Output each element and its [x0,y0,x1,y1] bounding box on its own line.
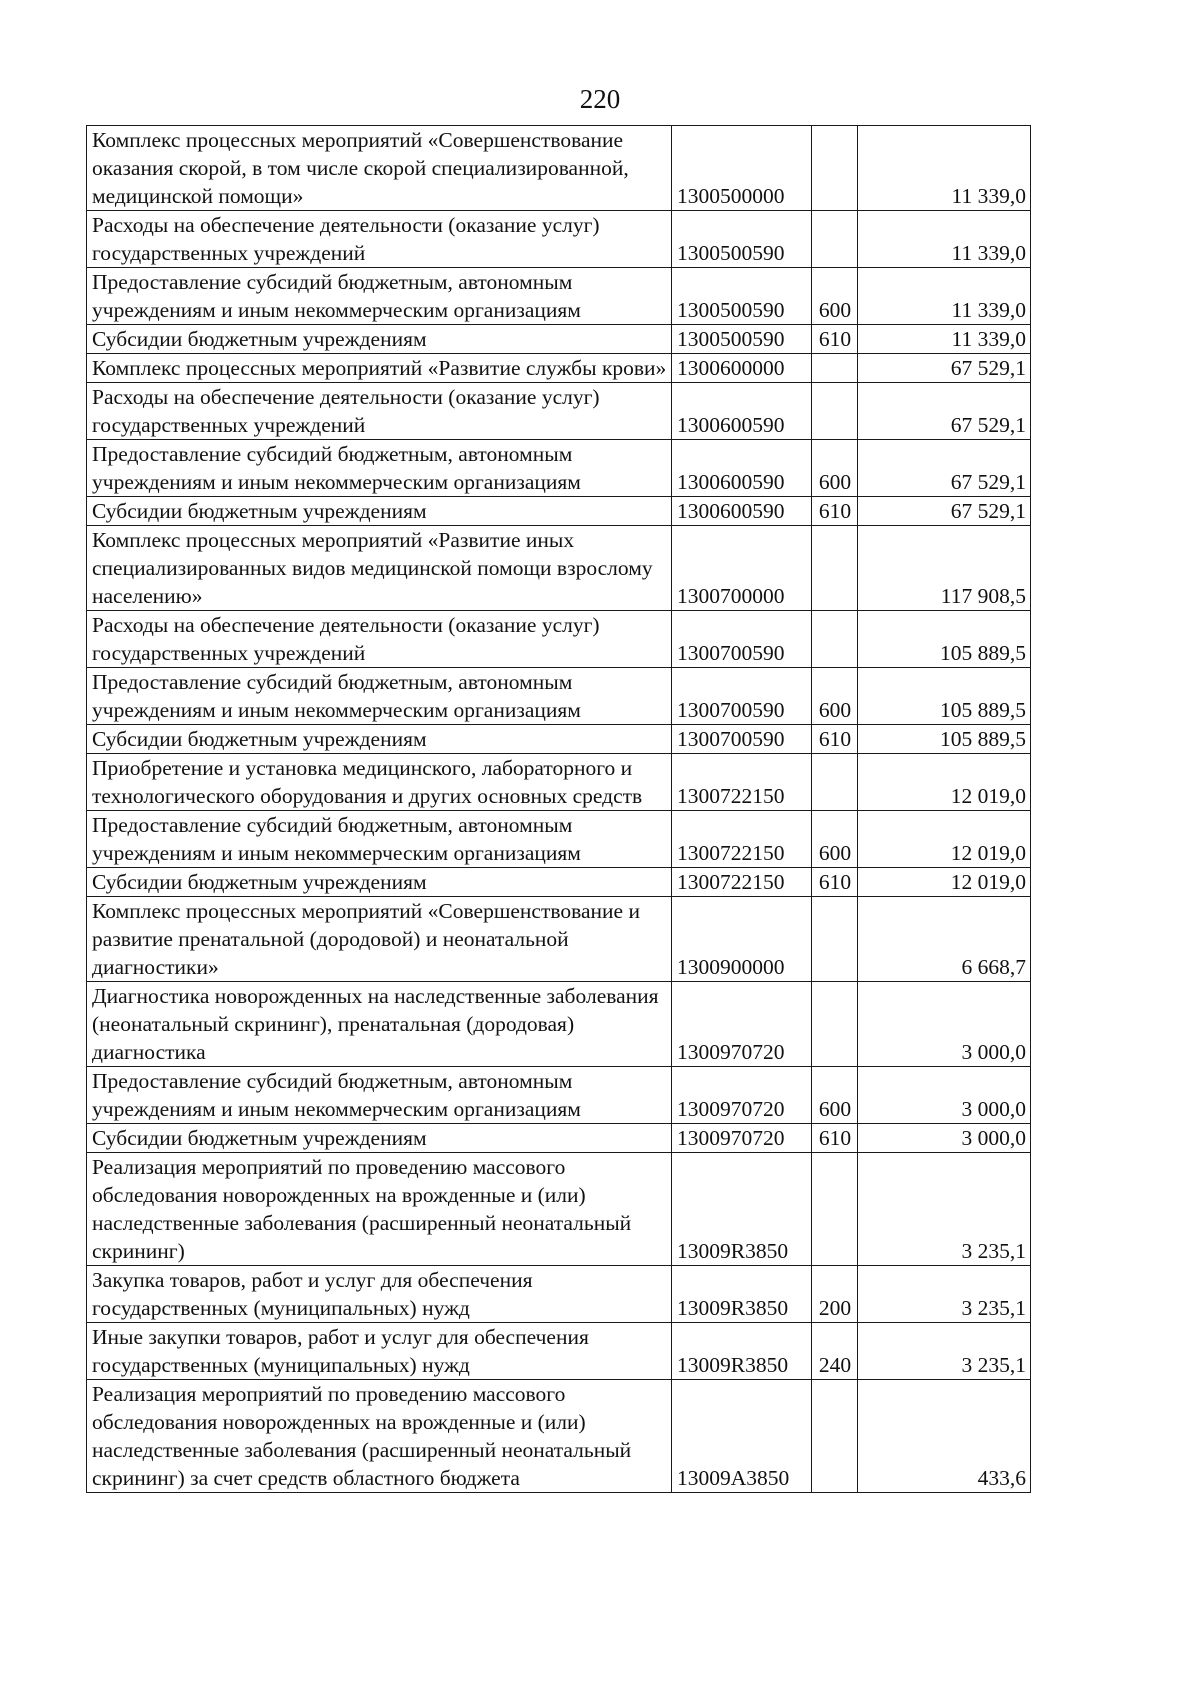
table-row [87,383,1031,440]
row-expense-type: 610 [812,868,858,897]
row-amount: 3 235,1 [858,1323,1031,1380]
row-amount: 3 000,0 [858,1067,1031,1124]
table-row [87,982,1031,1067]
row-name: Комплекс процессных мероприятий «Совершенствование оказания скорой, в том числе скорой специализированной, медицинской помощи» [87,126,672,211]
row-expense-type: 600 [812,811,858,868]
row-expense-type [812,611,858,668]
row-target-code: 1300500590 [672,325,812,354]
table-row [87,725,1031,754]
row-target-code: 1300970720 [672,1067,812,1124]
row-expense-type: 610 [812,725,858,754]
row-expense-type [812,126,858,211]
row-amount: 12 019,0 [858,868,1031,897]
row-name: Субсидии бюджетным учреждениям [87,1124,672,1153]
row-expense-type [812,354,858,383]
row-name: Расходы на обеспечение деятельности (оказание услуг) государственных учреждений [87,383,672,440]
row-name: Реализация мероприятий по проведению массового обследования новорожденных на врожденные и (или) наследственные заболевания (расширенный неонатальный скрининг) [87,1153,672,1266]
row-amount: 11 339,0 [858,325,1031,354]
row-target-code: 1300600590 [672,497,812,526]
table-row [87,526,1031,611]
table-row [87,1380,1031,1493]
row-target-code: 1300500590 [672,268,812,325]
row-target-code: 1300700590 [672,611,812,668]
row-name: Субсидии бюджетным учреждениям [87,325,672,354]
row-expense-type: 600 [812,268,858,325]
row-expense-type: 610 [812,325,858,354]
table-row [87,268,1031,325]
row-amount: 67 529,1 [858,354,1031,383]
row-target-code: 1300970720 [672,982,812,1067]
table-row [87,211,1031,268]
row-amount: 6 668,7 [858,897,1031,982]
row-target-code: 1300722150 [672,811,812,868]
table-row [87,1266,1031,1323]
row-name: Предоставление субсидий бюджетным, автономным учреждениям и иным некоммерческим организациям [87,440,672,497]
row-expense-type: 600 [812,1067,858,1124]
row-target-code: 1300600590 [672,383,812,440]
row-expense-type [812,982,858,1067]
row-name: Предоставление субсидий бюджетным, автономным учреждениям и иным некоммерческим организациям [87,1067,672,1124]
row-name: Предоставление субсидий бюджетным, автономным учреждениям и иным некоммерческим организациям [87,268,672,325]
table-row [87,126,1031,211]
table-row [87,354,1031,383]
row-target-code: 1300500000 [672,126,812,211]
table-row [87,1067,1031,1124]
row-name: Комплекс процессных мероприятий «Совершенствование и развитие пренатальной (дородовой) и неонатальной диагностики» [87,897,672,982]
row-target-code: 1300600590 [672,440,812,497]
row-amount: 433,6 [858,1380,1031,1493]
row-amount: 67 529,1 [858,440,1031,497]
row-amount: 3 000,0 [858,982,1031,1067]
table-row [87,868,1031,897]
row-name: Реализация мероприятий по проведению массового обследования новорожденных на врожденные и (или) наследственные заболевания (расширенный неонатальный скрининг) за счет средств областного бюджета [87,1380,672,1493]
budget-table-body [87,126,1031,1493]
page-number: 220 [579,84,621,114]
row-amount: 12 019,0 [858,811,1031,868]
row-name: Субсидии бюджетным учреждениям [87,497,672,526]
row-name: Субсидии бюджетным учреждениям [87,725,672,754]
row-amount: 12 019,0 [858,754,1031,811]
row-expense-type [812,526,858,611]
row-amount: 3 235,1 [858,1266,1031,1323]
row-name: Комплекс процессных мероприятий «Развитие службы крови» [87,354,672,383]
row-target-code: 1300722150 [672,868,812,897]
row-amount: 3 235,1 [858,1153,1031,1266]
row-target-code: 1300900000 [672,897,812,982]
row-expense-type: 600 [812,440,858,497]
table-row [87,897,1031,982]
table-row [87,1124,1031,1153]
row-amount: 11 339,0 [858,268,1031,325]
table-row [87,497,1031,526]
row-name: Субсидии бюджетным учреждениям [87,868,672,897]
row-amount: 67 529,1 [858,497,1031,526]
row-target-code: 1300722150 [672,754,812,811]
row-amount: 105 889,5 [858,725,1031,754]
row-target-code: 1300700000 [672,526,812,611]
row-target-code: 1300700590 [672,725,812,754]
table-row [87,1323,1031,1380]
row-amount: 3 000,0 [858,1124,1031,1153]
table-row [87,668,1031,725]
row-amount: 105 889,5 [858,668,1031,725]
row-amount: 11 339,0 [858,126,1031,211]
row-expense-type [812,211,858,268]
row-expense-type: 610 [812,497,858,526]
row-name: Расходы на обеспечение деятельности (оказание услуг) государственных учреждений [87,611,672,668]
row-expense-type [812,1380,858,1493]
row-expense-type [812,897,858,982]
row-target-code: 1300500590 [672,211,812,268]
row-target-code: 1300700590 [672,668,812,725]
table-row [87,754,1031,811]
row-expense-type [812,1153,858,1266]
row-expense-type [812,754,858,811]
row-expense-type: 610 [812,1124,858,1153]
row-expense-type [812,383,858,440]
row-name: Расходы на обеспечение деятельности (оказание услуг) государственных учреждений [87,211,672,268]
row-amount: 11 339,0 [858,211,1031,268]
table-row [87,1153,1031,1266]
table-row [87,325,1031,354]
table-row [87,440,1031,497]
row-target-code: 13009R3850 [672,1153,812,1266]
row-amount: 117 908,5 [858,526,1031,611]
row-target-code: 13009R3850 [672,1323,812,1380]
row-name: Комплекс процессных мероприятий «Развитие иных специализированных видов медицинской помощи взрослому населению» [87,526,672,611]
row-target-code: 1300600000 [672,354,812,383]
row-name: Приобретение и установка медицинского, лабораторного и технологического оборудования и других основных средств [87,754,672,811]
row-target-code: 1300970720 [672,1124,812,1153]
table-row [87,611,1031,668]
row-expense-type: 240 [812,1323,858,1380]
row-name: Закупка товаров, работ и услуг для обеспечения государственных (муниципальных) нужд [87,1266,672,1323]
row-expense-type: 600 [812,668,858,725]
row-target-code: 13009А3850 [672,1380,812,1493]
row-name: Диагностика новорожденных на наследственные заболевания (неонатальный скрининг), пренатальная (дородовая) диагностика [87,982,672,1067]
row-name: Предоставление субсидий бюджетным, автономным учреждениям и иным некоммерческим организациям [87,668,672,725]
row-name: Предоставление субсидий бюджетным, автономным учреждениям и иным некоммерческим организациям [87,811,672,868]
row-expense-type: 200 [812,1266,858,1323]
row-target-code: 13009R3850 [672,1266,812,1323]
budget-table [86,125,1031,1493]
row-amount: 67 529,1 [858,383,1031,440]
table-row [87,811,1031,868]
row-amount: 105 889,5 [858,611,1031,668]
row-name: Иные закупки товаров, работ и услуг для обеспечения государственных (муниципальных) нужд [87,1323,672,1380]
